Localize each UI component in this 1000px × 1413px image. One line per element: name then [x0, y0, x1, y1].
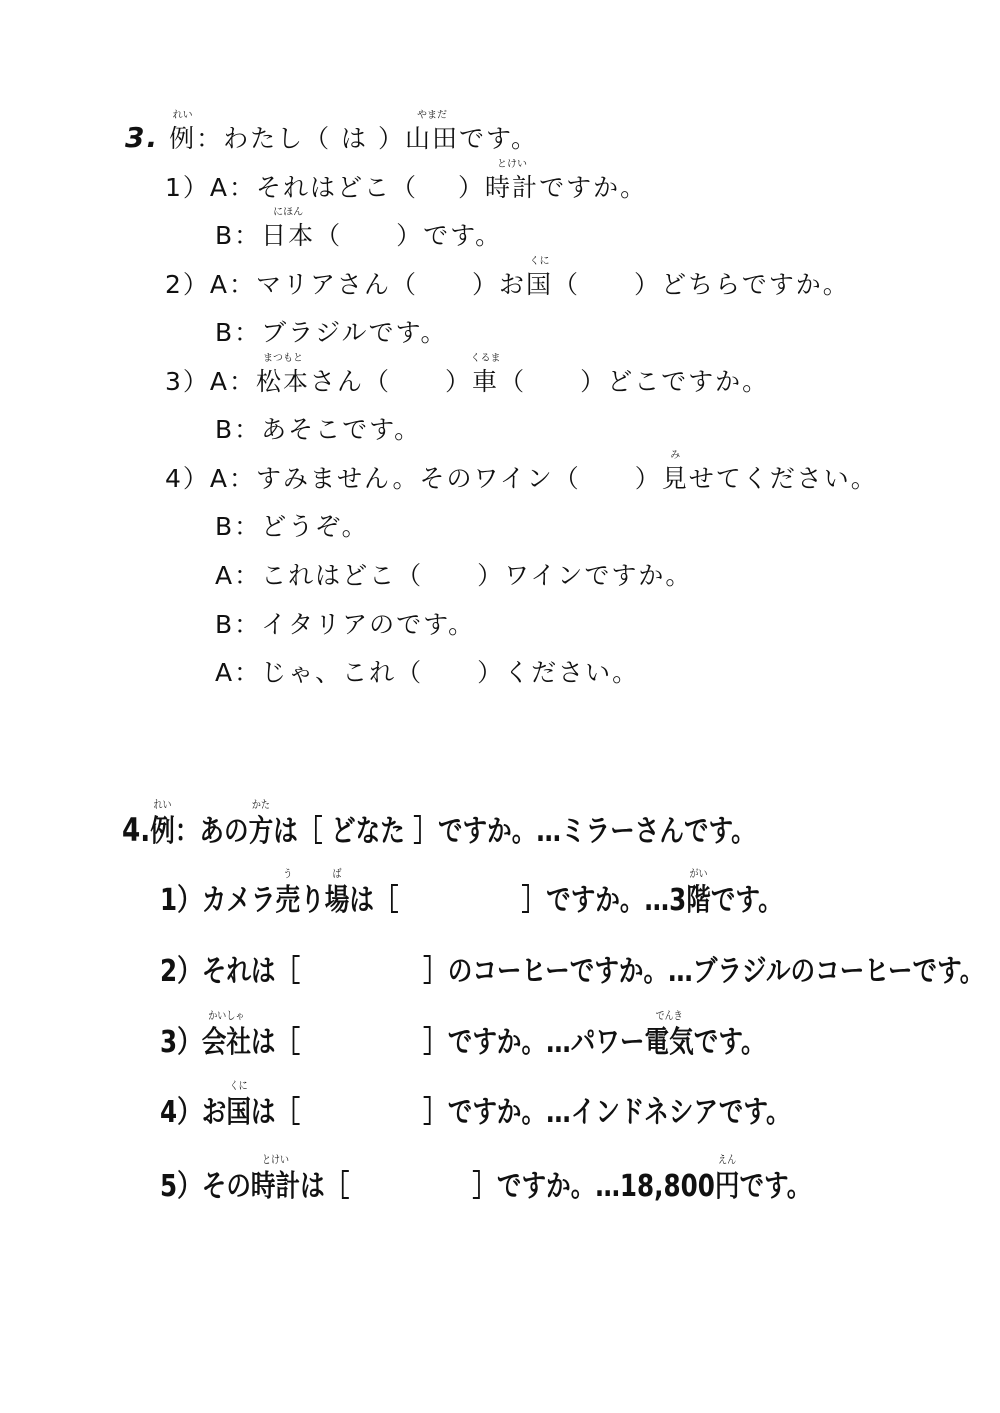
item-text: です。 [739, 1169, 812, 1204]
ruby-base: 国 [526, 270, 554, 299]
exercise-line [215, 417, 421, 442]
example-text: ：わたし（ は ） [196, 124, 405, 153]
ruby-base: 会社 [201, 1025, 251, 1060]
ruby: くるま [470, 353, 501, 364]
example-label: 例 [169, 124, 197, 153]
line-prefix: B： [215, 318, 262, 347]
ruby-base: 方 [248, 814, 274, 849]
section3-number: 3. [125, 121, 160, 154]
line-prefix: 2）A： [165, 270, 257, 299]
line-prefix: B： [215, 221, 262, 250]
line-text: （ ）どちらですか。 [553, 270, 850, 299]
line-text: マリアさん（ ）お [256, 270, 527, 299]
ruby: かいしゃ [208, 1009, 245, 1022]
exercise-item [160, 1153, 812, 1204]
ruby-base: 国 [226, 1095, 251, 1130]
ruby-base: 円 [714, 1169, 740, 1204]
line-text: イタリアのです。 [261, 610, 476, 639]
exercise-item [160, 1079, 791, 1130]
exercise-item [160, 867, 783, 918]
example-text-end: は［ どなた ］ですか。…ミラーさんです。 [273, 814, 756, 849]
item-text: 4）お [160, 1095, 227, 1130]
ruby-base: 場 [324, 883, 350, 918]
ruby: れい [172, 110, 193, 121]
line-prefix: 3）A： [165, 367, 257, 396]
exercise-line [215, 207, 503, 250]
line-text: （ ）です。 [315, 221, 503, 250]
line-prefix: A： [215, 658, 262, 687]
line-text: これはどこ（ ）ワインですか。 [261, 561, 693, 590]
exercise-line [215, 320, 448, 345]
exercise-line [165, 256, 850, 299]
item-text: は［ ］ですか。…18,800 [300, 1169, 715, 1204]
ruby: にほん [273, 207, 304, 218]
line-text: ） [458, 173, 486, 202]
exercise-item [160, 1009, 766, 1060]
item-text: は［ ］ですか。…3 [349, 883, 687, 918]
line-text: ブラジルです。 [261, 318, 448, 347]
ruby-base: 車 [472, 367, 500, 396]
ruby: かた [251, 798, 270, 811]
line-text: さん（ ） [310, 367, 473, 396]
ruby: まつもと [263, 353, 304, 364]
line-prefix: 1）A： [165, 173, 257, 202]
ruby: くに [229, 1079, 248, 1092]
line-text: せてください。 [688, 464, 878, 493]
ruby: み [670, 450, 681, 461]
ruby-base: 階 [686, 883, 711, 918]
ruby-base: 時計 [485, 173, 540, 202]
line-text: ですか。 [539, 173, 648, 202]
exercise-line [215, 514, 369, 539]
line-text: じゃ、これ（ ）ください。 [261, 658, 640, 687]
item-text: です。 [693, 1025, 766, 1060]
ruby: れい [153, 798, 172, 811]
ruby: くに [529, 256, 550, 267]
item-text: 5）その [160, 1169, 251, 1204]
item-text: 2）それは［ ］のコーヒーですか。…ブラジルのコーヒーです。 [160, 954, 985, 989]
exercise-line [215, 563, 692, 588]
line-prefix: B： [215, 610, 262, 639]
exercise-line [215, 612, 475, 637]
item-text: です。 [710, 883, 783, 918]
line-text: あそこです。 [261, 415, 422, 444]
ruby: とけい [261, 1153, 290, 1166]
section3-example [125, 110, 539, 154]
ruby: とけい [497, 159, 528, 170]
ruby: がい [689, 867, 708, 880]
ruby: う [283, 867, 293, 880]
ruby-base: 山田 [405, 124, 460, 153]
item-text: り [300, 883, 325, 918]
item-text: 1）カメラ [160, 883, 276, 918]
line-text: それはどこ（ [256, 173, 419, 202]
exercise-line [215, 660, 639, 685]
ruby-base: 売 [275, 883, 301, 918]
line-text: すみません。そのワイン（ ） [256, 464, 662, 493]
ruby: でんき [655, 1009, 683, 1022]
ruby: えん [718, 1153, 737, 1166]
item-text: 3） [160, 1025, 202, 1060]
ruby: やまだ [417, 110, 447, 121]
line-prefix: 4）A： [165, 464, 257, 493]
exercise-line [165, 159, 648, 202]
ruby-base: 日本 [261, 221, 316, 250]
section4-number: 4. [122, 811, 151, 849]
line-text: （ ）どこですか。 [499, 367, 770, 396]
ruby-base: 松本 [256, 367, 311, 396]
ruby: ば [332, 867, 342, 880]
exercise-item [160, 954, 985, 989]
item-text: は［ ］ですか。…インドネシアです。 [250, 1095, 791, 1130]
item-text: は［ ］ですか。…パワー [250, 1025, 645, 1060]
example-text: ：あの [174, 814, 249, 849]
exercise-line [165, 450, 878, 493]
section4-example [122, 798, 756, 849]
example-text-end: です。 [459, 124, 539, 153]
line-prefix: B： [215, 512, 262, 541]
line-prefix: A： [215, 561, 262, 590]
ruby-base: 見 [661, 464, 689, 493]
ruby-base: 時計 [250, 1169, 301, 1204]
line-text: どうぞ。 [261, 512, 369, 541]
line-prefix: B： [215, 415, 262, 444]
exercise-line [165, 353, 770, 396]
ruby-base: 電気 [644, 1025, 694, 1060]
example-label: 例 [150, 814, 175, 849]
